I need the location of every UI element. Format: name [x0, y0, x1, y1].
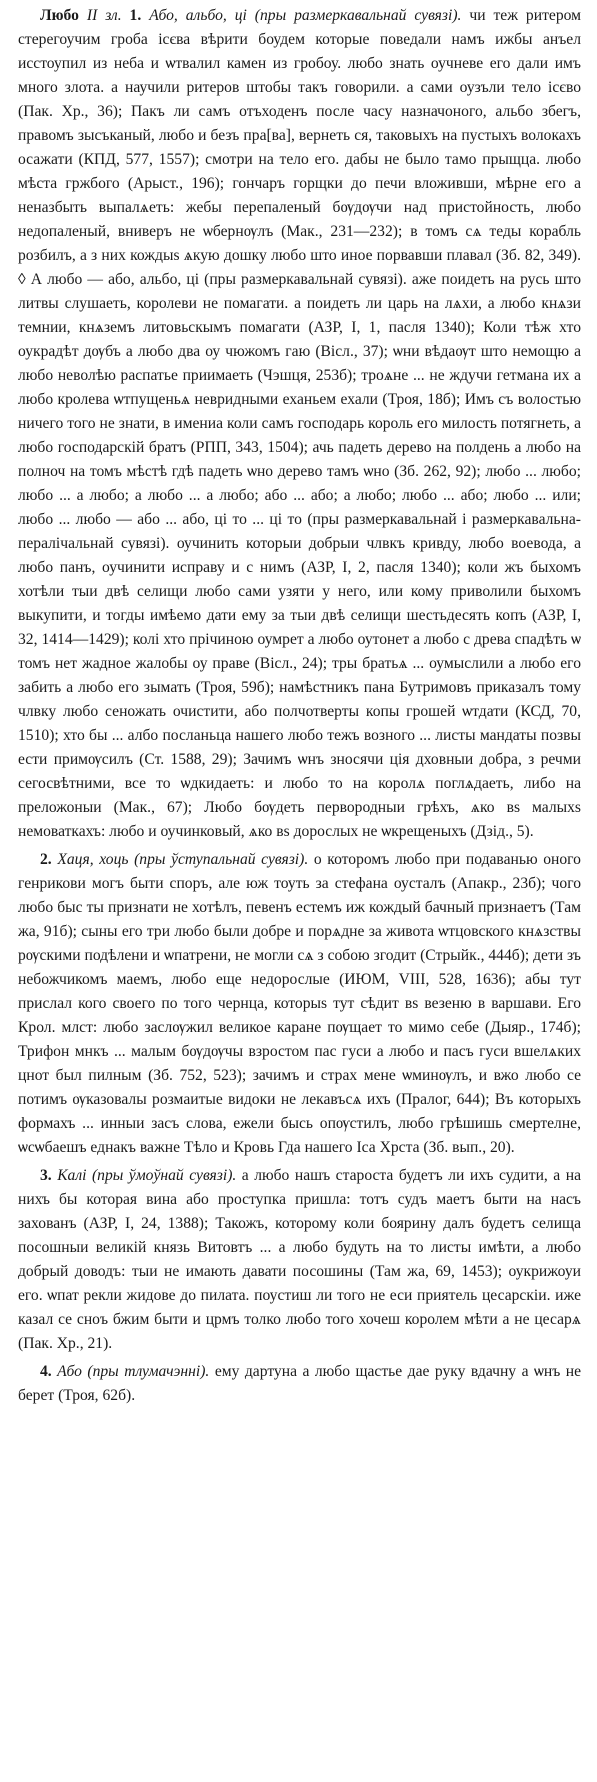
dictionary-page: [18, 4, 581, 1778]
entry-sense-3: [18, 1164, 581, 1356]
headword-grammar: II зл.: [78, 7, 130, 24]
entry-sense-1: [18, 4, 581, 844]
sense-number-4: 4.: [40, 1363, 52, 1380]
sense-gloss-2: Хаця, хоць (пры ўступальнай сувязі).: [51, 851, 314, 868]
sense-text-1: чи теж ритером стерегоучим гроба ісєва вѣрити боудем которые поведали намъ ижбы анъел исстоупил из неба и ѡтвалил камен из гробоу. любо знать оучневе его дали имъ много злота. а научили ритеров штобы такъ говорили. а сами оузъли тело ісєво (Пак. Хр., 36); Пакъ ли самъ отъходенъ после часу назначоного, альбо збегъ, правомъ зысъканый, любо и безъ пра[ва], вернеть ся, таковыхъ на пустыхъ волокахъ осажати (КПД, 577, 1557); смотри на тело его. дабы не было тамо прыщца. любо мѣста гржбого (Арыст., 196); гончаръ горщки до печи вложивши, мѣрне его а неназбыть выпалѧеть: жебы перепаленый бѹдѹчи над пристойность, любо недопаленый, вниверъ не ѡбернѹлъ (Мак., 231—232); в томъ сѧ теды корабль розбилъ, а з них кождыѕ ѧкую дошку любо што иное порвавши плавал (Зб. 82, 349). ◊ А любо — або, альбо, ці (пры размеркавальнай сувязі). аже поидеть на русь што литвы слушаеть, королеви не помагати. а поидеть ли царь на лѧхи, а любо кнѧзи темнии, кнѧземъ литовьскымъ помагати (АЗР, I, 1, пасля 1340); Коли тѣж хто оукрадѣт дѹбъ а любо два оу чюжомъ гаю (Вісл., 37); ѡни вѣдаѹт што немощю а любо неволѣю распатье приимаеть (Чэшця, 253б); троѧне ... не ждучи гетмана их а любо кролева ѡтпущеньѧ невридными еханьем ехали (Троя, 18б); Имъ съ волостью ничего того не знати, в имениа коли самъ господарь король его милость потягнеть, а любо господарскій братъ (РПП, 343, 1504); ачь падеть дерево на полдень а любо на полноч на томъ мѣстѣ гдѣ падеть ѡно дерево тамъ ѡно (Зб. 262, 92); любо ... любо; любо ... а любо; а любо ... а любо; або ... або; а любо; любо ... або; любо ... или; любо ... любо — або ... або, ці то ... ці то (пры размеркавальнай і размеркавальна-пералічальнай сувязі). оучинить которыи добрыи члвкъ кривду, любо воевода, а любо панъ, оучинити исправу и с нимъ (АЗР, I, 2, пасля 1340); коли жъ быхомъ хотѣли тыи двѣ селищи любо сами узяти у него, или кому приволили быхомъ выкупити, и тогды имѣемо дати ему за тыи двѣ селищи шестьдесять копъ (АЗР, I, 32, 1414—1429); колі хто прічиною оумрет а любо оутонет а любо с древа спадѣть ѡ томъ нет жадное жалобы оу праве (Вісл., 24); тры братьѧ ... оумыслили а любо его забить а любо его зымать (Троя, 59б); намѣстникъ пана Бутримовъ приказалъ тому члвку любо сеножать очистити, або полчотверты копы грошей ѡтдати (КСД, 70, 1510); хто бы ... албо посланьца нашего любо тежъ возного ... листы мандаты позвы ести примѹсилъ (Ст. 1588, 29); Зачимъ ѡнъ зносячи ція дховныи добра, з речми сегосвѣтними, все то ѡдкидаеть: и любо то на королѧ поглѧдаеть, либо на преложоныи (Мак., 67); Любо бѹдеть первородныи грѣхъ, ѧко вѕ малыхѕ немоваткахъ: любо и оучинковый, ѧко вѕ дорослых не ѡкрещеныхъ (Дзід., 5).: [18, 7, 581, 840]
sense-gloss-3: Калі (пры ўмоўнай сувязі).: [51, 1167, 242, 1184]
entry-sense-4: [18, 1360, 581, 1408]
sense-text-2: о которомъ любо при подаванью оного генрикови могъ быти споръ, але юж тоуть за стефана оусталъ (Апакр., 23б); чого любо быс ты признати не хотѣлъ, певенъ естемъ иж кождый бачный признаетъ (Там жа, 91б); сыны его три любо были добре и порѧдне за живота ѡтцовского кнѧзствы рѹскими подѣлени и ѡпатрени, не могли сѧ з собою згодит (Стрыйк., 444б); дети зъ небожчикомъ маемъ, любо еще недорослые (ИЮМ, VIII, 528, 1636); абы тут прислал кого своего по того чернца, которыѕ тут сѣдит вѕ везеню в варшави. Его Крол. млст: любо заслѹжил великое каране пѹщает то мимо себе (Дыяр., 174б); Трифон мнкъ ... малым бѹдѹчы взростом пас гуси а любо и пасъ гуси вшелѧких цнот был пилным (Зб. 752, 523); зачимъ и страх мене ѡминѹлъ, и вжо любо се потимъ ѹказовалы розмаитые видоки не лекавъсѧ ихъ (Пралог, 644); Въ которыхъ формахъ ... инныи засъ слова, ежели бысь опѹстилъ, любо грѣшишь смертелне, ѡсѡбаешъ еднакъ важне Тѣло и Кровь Гда нашего Іса Хрста (Зб. вып., 20).: [18, 851, 581, 1156]
entry-headword: Любо: [40, 7, 79, 24]
sense-text-3: а любо нашъ староста будетъ ли ихъ судити, а на нихъ бы которая вина або проступка пришла: тотъ судъ маетъ быти на насъ захованъ (АЗР, I, 24, 1388); Такожъ, которому коли боярину далъ будетъ селища посошныи великій князь Витовтъ ... а любо будуть на то листы имѣти, а любо добрый доводъ: тыи не имають давати посошины (Там жа, 69, 1453); оукрижоуи его. ѡпат рекли жидове до пилата. поустиш ли того не еси приятель цесарскіи. иже казал се сноъ бжим быти и црмъ толко любо того хочеш королем мѣти а не цесарѧ (Пак. Хр., 21).: [18, 1167, 581, 1352]
entry-sense-2: [18, 848, 581, 1160]
sense-number-1: 1.: [129, 7, 142, 24]
sense-gloss-4: Або (пры тлумачэнні).: [51, 1363, 215, 1380]
sense-number-2: 2.: [40, 851, 52, 868]
sense-number-3: 3.: [40, 1167, 52, 1184]
sense-gloss-1: Або, альбо, ці (пры размеркавальнай сувязі).: [141, 7, 470, 24]
sense-text-4: ему дартуна а любо щастье дае руку вдачну а ѡнъ не берет (Троя, 62б).: [18, 1363, 581, 1404]
